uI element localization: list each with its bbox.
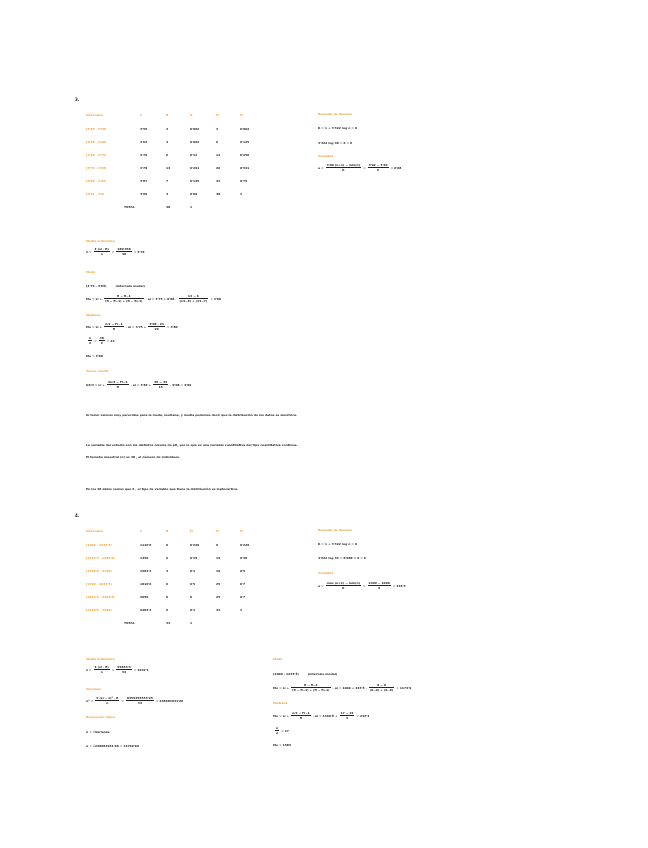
value-cell: 1583'3 — [140, 568, 152, 573]
column-header: fi — [166, 113, 169, 117]
value-cell: 12 — [216, 152, 221, 157]
column-header: Fr — [190, 529, 194, 533]
varianza-num: Σ (xi − x̄)² · fi — [96, 696, 119, 700]
mediana4-title: Mediana — [273, 701, 288, 705]
column-header: Intervalos — [86, 529, 104, 533]
mediana4-mid: · ai = 1466'6̄ + — [312, 713, 338, 718]
section-4-number: 4. — [75, 513, 80, 518]
media-lhs: x̄ = — [86, 249, 92, 254]
column-header: Fr — [240, 529, 244, 533]
value-cell: 1816'6 — [140, 581, 152, 586]
value-cell: 0'12 — [190, 152, 198, 157]
value-cell: 19 — [216, 568, 221, 573]
table-row — [86, 590, 260, 603]
varianza-eq: = — [121, 698, 124, 703]
mediana-mid: · ai = 3'75 + — [125, 324, 147, 329]
tercer-equation — [86, 380, 191, 389]
mediana-num2: 3'08̄ · 24 — [149, 322, 164, 326]
value-cell: 0'7̄ — [240, 581, 246, 586]
amplitude4-equation: a = $\frac{\max (n+1) - \min(n)}{K}$ = $\frac{2400 - 1000}{6}$ = 233'3̄ — [318, 581, 406, 590]
value-cell: 0'1̄ — [190, 568, 196, 573]
value-cell: 0'229 — [190, 542, 200, 547]
moda-interval — [86, 284, 145, 288]
value-cell: 1 — [240, 191, 243, 196]
moda-num2: 14 − 6 — [179, 294, 209, 299]
amp-num: 4'00 (n+1) − min(n) — [326, 163, 361, 167]
half-eq: = — [94, 338, 97, 343]
value-cell: 0'1̄ — [190, 607, 196, 612]
column-header: Fr — [240, 113, 244, 117]
desviacion-formula: σ = √Varianza — [86, 730, 110, 734]
amp4-num2: 2400 − 1000 — [368, 581, 390, 585]
value-cell: 3'70̄ — [140, 152, 148, 157]
varianza-lhs: σ² = — [86, 698, 94, 703]
tercer-num2: 36 − 33 — [154, 380, 168, 384]
mediana4-lhs: Me = Li + — [273, 713, 290, 718]
value-cell: 4 — [166, 191, 169, 196]
mediana4-num: n/2 − Fi−1 — [292, 711, 310, 715]
frequency-table-3 — [86, 108, 260, 213]
value-cell: 14 — [166, 165, 171, 170]
tercer-den2: 15 — [158, 385, 163, 389]
moda4-result: = 1174'9 — [396, 685, 412, 690]
value-cell: 0'145 — [190, 178, 200, 183]
value-cell: 6 — [166, 152, 169, 157]
value-cell: 0'291 — [190, 165, 200, 170]
sturges-title: Remedio de Sturges — [318, 112, 353, 116]
mediana4-half — [273, 726, 289, 735]
column-header: x — [140, 113, 142, 117]
media4-result: = 1642'1 — [133, 667, 149, 672]
moda4-num2: 9 − 0 — [369, 683, 394, 688]
value-cell: 6 — [166, 555, 169, 560]
value-cell: 3'55̄ — [140, 126, 148, 131]
interval-cell: [3'83̄ - 3'91̄) — [86, 178, 107, 183]
sturges4-formula: K = 1 + 3'322 log n = 6 — [318, 542, 358, 546]
total-value: 34 — [166, 620, 171, 625]
moda4-lhs: Mo = Li + — [273, 685, 290, 690]
value-cell: 3 — [166, 139, 169, 144]
half-den: 2 — [89, 341, 92, 345]
value-cell: 0'541 — [240, 165, 250, 170]
value-cell: 48 — [216, 191, 221, 196]
media4-num2: 55833'3̄ — [117, 665, 131, 669]
value-cell: 6 — [216, 139, 219, 144]
value-cell: 0'062 — [190, 126, 200, 131]
interval-cell: [3'58̄ - 3'66̄) — [86, 139, 107, 144]
table-row — [86, 135, 260, 148]
moda-den: (fi − fi−1) + (fi − fi+1) — [105, 299, 143, 303]
value-cell: 9 — [166, 607, 169, 612]
mediana4-num2: 17 − 15 — [340, 711, 354, 715]
value-cell: 4 — [166, 568, 169, 573]
varianza-equation — [86, 696, 183, 705]
sturges4-computation: 3'322 log 34 = 6'088 ≈ 6 = 6 — [318, 556, 367, 560]
tercer-mid: · ai = 3'83 + — [130, 382, 152, 387]
moda4-interval — [273, 672, 337, 676]
value-cell: 25 — [216, 594, 221, 599]
column-header: Fi — [216, 529, 220, 533]
amp4-den: K — [342, 586, 345, 590]
value-cell: 0'09 — [190, 191, 198, 196]
table-row — [86, 148, 260, 161]
amp-num2: 3'92 − 3'50 — [368, 163, 388, 167]
media4-equation — [86, 665, 149, 674]
value-cell: 0'38 — [240, 555, 248, 560]
column-header: Fi — [216, 113, 220, 117]
table-row — [86, 603, 260, 616]
value-cell: 3'87 — [140, 178, 148, 183]
mediana4-final: Me = 1583 — [273, 743, 291, 747]
media-eq: = — [111, 249, 115, 254]
mediana-den: fi — [112, 327, 116, 331]
media-title: Media aritmética — [86, 239, 115, 243]
value-cell: 3'79̄ — [140, 165, 148, 170]
mediana-lhs: Me = Li + — [86, 324, 103, 329]
value-cell: 0 — [190, 594, 193, 599]
media4-lhs: x̄ = — [86, 667, 92, 672]
media-num2: 180'458̄ — [117, 247, 131, 251]
varianza-title: Varianza — [86, 687, 101, 691]
value-cell: 0'125 — [240, 139, 250, 144]
moda-equation — [86, 294, 221, 303]
value-cell: 9 — [166, 542, 169, 547]
moda-note: (intervalo modal) — [115, 284, 145, 288]
moda-result: = 3'80̄ — [210, 296, 221, 301]
mediana4-equation — [273, 711, 369, 720]
interval-cell: [3'66̄ - 3'75) — [86, 152, 107, 157]
value-cell: 33 — [216, 178, 221, 183]
value-cell: 2283'3 — [140, 607, 152, 612]
value-cell: 0'75 — [240, 178, 248, 183]
media4-title: Media aritmética — [86, 657, 115, 661]
moda-lhs: Mo = Li + — [86, 296, 103, 301]
value-cell: 7 — [166, 178, 169, 183]
frequency-table-4 — [86, 524, 260, 629]
media-num: Σ (xi · fi) — [94, 247, 109, 251]
value-cell: 15 — [216, 555, 221, 560]
moda-interval-value: [3'75 - 3'83̄) — [86, 284, 107, 288]
varianza-den2: 34 — [137, 701, 142, 705]
interval-cell: [2166'6̄ - 2400) — [86, 607, 112, 612]
mediana4-result: = 233'3̄ — [356, 713, 370, 718]
sturges-computation: 3'322 log 48 = 6 = 6 — [318, 141, 353, 145]
interval-cell: [1000 - 1233'3̄) — [86, 542, 112, 547]
section-3-number: 3. — [75, 97, 80, 102]
amp4-den2: 6 — [378, 586, 381, 590]
value-cell: 6 — [166, 581, 169, 586]
half-num: n — [89, 336, 92, 340]
amplitude-title: Amplitud — [318, 154, 334, 158]
value-cell: 0'5 — [240, 568, 246, 573]
mediana-num: n/2 − Fi−1 — [105, 322, 123, 326]
moda4-interval-value: [1000 - 1233'3̄) — [273, 672, 299, 676]
paragraph-symmetry: Al tener valores muy parecidos para la moda, mediana, y media podemos decir que la distribución de los datos es simétrica. — [86, 413, 298, 417]
moda4-mid: · ai = 1000 + 233'3̄ · — [332, 685, 367, 690]
value-cell: 1350 — [140, 555, 149, 560]
amp-den2: 6 — [377, 168, 380, 172]
sturges4-title: Remedio de Sturges — [318, 528, 353, 532]
amp-den: K — [342, 168, 345, 172]
value-cell: 26 — [216, 165, 221, 170]
amp-prefix: a = — [318, 165, 324, 170]
half-den2: 2 — [100, 341, 103, 345]
column-header: Intervalos — [86, 113, 104, 117]
value-cell: 0'062 — [190, 139, 200, 144]
media4-den: n — [100, 670, 103, 674]
mediana4-den: fi — [299, 716, 303, 720]
amp4-prefix: a = — [318, 583, 324, 588]
tercer-lhs: Q3/4 = Li + — [86, 382, 105, 387]
media-result: = 3'78 — [133, 249, 145, 254]
value-cell: 3 — [216, 126, 219, 131]
table-row — [86, 161, 260, 174]
total-label: TOTAL — [124, 620, 135, 625]
mediana-result: = 3'80̄ — [166, 324, 178, 329]
table-row — [86, 187, 260, 200]
moda4-equation — [273, 683, 411, 692]
amp4-result: = 233'3̄ — [392, 583, 406, 588]
mediana4-den2: 4 — [345, 716, 349, 720]
value-cell: 9 — [216, 542, 219, 547]
moda-den2: (14−6) + (14−7) — [179, 299, 208, 303]
total-row — [86, 200, 260, 213]
varianza-result: = 248683931'66 — [155, 698, 184, 703]
value-cell: 0 — [166, 594, 169, 599]
tercer-result: · 0'08̄ = 3'86 — [170, 382, 192, 387]
half4-result: = 17 — [281, 728, 289, 733]
value-cell: 0'250 — [240, 152, 250, 157]
paragraph-kurtosis: En los 48 datos vemos que 6 , el tipo de variable que tiene la distribución es leptocúrtica. — [86, 487, 239, 491]
varianza-num2: 8455255533'25 — [126, 696, 153, 700]
moda4-den: (fi − fi−1) + (fi − fi+1) — [292, 688, 330, 692]
table-row — [86, 174, 260, 187]
moda4-num: fi − fi−1 — [291, 683, 330, 688]
value-cell: 0'15̄ — [190, 555, 198, 560]
desviacion-computation: σ = √248683931'66 = 15769'69 — [86, 744, 139, 748]
mediana-final: Me = 3'80 — [86, 354, 103, 358]
media4-num: Σ (xi · fi) — [94, 665, 109, 669]
mediana-half — [86, 336, 115, 345]
mediana-den2: 26 — [154, 327, 159, 331]
column-header: x — [140, 529, 142, 533]
table-row — [86, 122, 260, 135]
moda4-den2: (9−0) + (9−6) — [369, 688, 394, 692]
value-cell: 3 — [166, 126, 169, 131]
paragraph-variable: La variable del estudio son los distintos niveles de pH, por lo que es una variable cuantitativa del tipo cuantitativa continua. — [86, 443, 298, 447]
paragraph-sample: El tamaño muestral (n) es 48 , el número de individuos. — [86, 455, 181, 459]
mediana-equation — [86, 322, 178, 331]
table-row — [86, 551, 260, 564]
table-row — [86, 564, 260, 577]
interval-cell: [1466'6̄ - 1700) — [86, 568, 112, 573]
total-value: 1 — [190, 204, 193, 209]
moda4-note: (intervalo modal) — [307, 672, 338, 676]
half4-num: n — [276, 726, 279, 730]
value-cell: 2050 — [140, 594, 149, 599]
interval-cell: [3'75 - 3'83̄) — [86, 165, 107, 170]
value-cell: 0'7̄ — [240, 594, 246, 599]
amplitude4-title: Amplitud — [318, 571, 334, 575]
value-cell: 34 — [216, 607, 221, 612]
media-den: n — [100, 252, 103, 256]
half4-den: 2 — [276, 731, 279, 735]
media4-eq: = — [111, 667, 115, 672]
table-row — [86, 538, 260, 551]
varianza-den: n — [106, 701, 109, 705]
interval-cell: [3'50 - 3'58̄) — [86, 126, 107, 131]
sturges-formula: K = 1 + 3'322 log n = 6 — [318, 126, 358, 130]
interval-cell: [1933'3̄ - 2166'6̄) — [86, 594, 115, 599]
total-row — [86, 616, 260, 629]
interval-cell: [1700 - 1933'3̄) — [86, 581, 112, 586]
column-header: fi — [166, 529, 169, 533]
amp-result: = 0'08̄ — [390, 165, 402, 170]
moda-num: fi − fi−1 — [104, 294, 143, 299]
tercer-num: 3n/4 − Fi−1 — [107, 380, 128, 384]
value-cell: 3'62̄ — [140, 139, 148, 144]
mediana-title: Mediana — [86, 313, 101, 317]
amp4-num: max (n+1) − min(n) — [326, 581, 360, 585]
media-equation — [86, 247, 144, 256]
half-num2: 48 — [99, 336, 104, 340]
total-value: 1 — [190, 620, 193, 625]
column-header: fr — [190, 113, 193, 117]
value-cell: 0'5 — [190, 581, 196, 586]
media4-den2: 34 — [121, 670, 127, 674]
media-den2: 48 — [121, 252, 127, 256]
table-row — [86, 577, 260, 590]
value-cell: 0'229 — [240, 542, 250, 547]
half-result: = 24 — [106, 338, 115, 343]
value-cell: 1 — [240, 607, 243, 612]
total-value: 48 — [166, 204, 171, 209]
value-cell: 0'062 — [240, 126, 250, 131]
value-cell: 25 — [216, 581, 221, 586]
interval-cell: [3'91̄ - 4'0) — [86, 191, 105, 196]
value-cell: 1116'6̄ — [140, 542, 152, 547]
moda4-title: Moda — [273, 657, 283, 661]
total-label: TOTAL — [124, 204, 135, 209]
moda-title: Moda — [86, 270, 96, 274]
tercer-title: Tercer cuartil — [86, 369, 109, 373]
moda-mid: · ai = 3'75 + 0'08̄ · — [145, 296, 177, 301]
desviacion-title: Desviación típica — [86, 715, 115, 719]
tercer-den: fi — [116, 385, 119, 389]
value-cell: 3'95̄ — [140, 191, 148, 196]
amplitude-equation: a = $\frac{4'00 (n+1) - \min(n)}{K}$ = $\frac{3'92 - 3'50}{6}$ = 0'08̄ — [318, 163, 402, 172]
interval-cell: [1233'3̄ - 1466'6̄) — [86, 555, 115, 560]
